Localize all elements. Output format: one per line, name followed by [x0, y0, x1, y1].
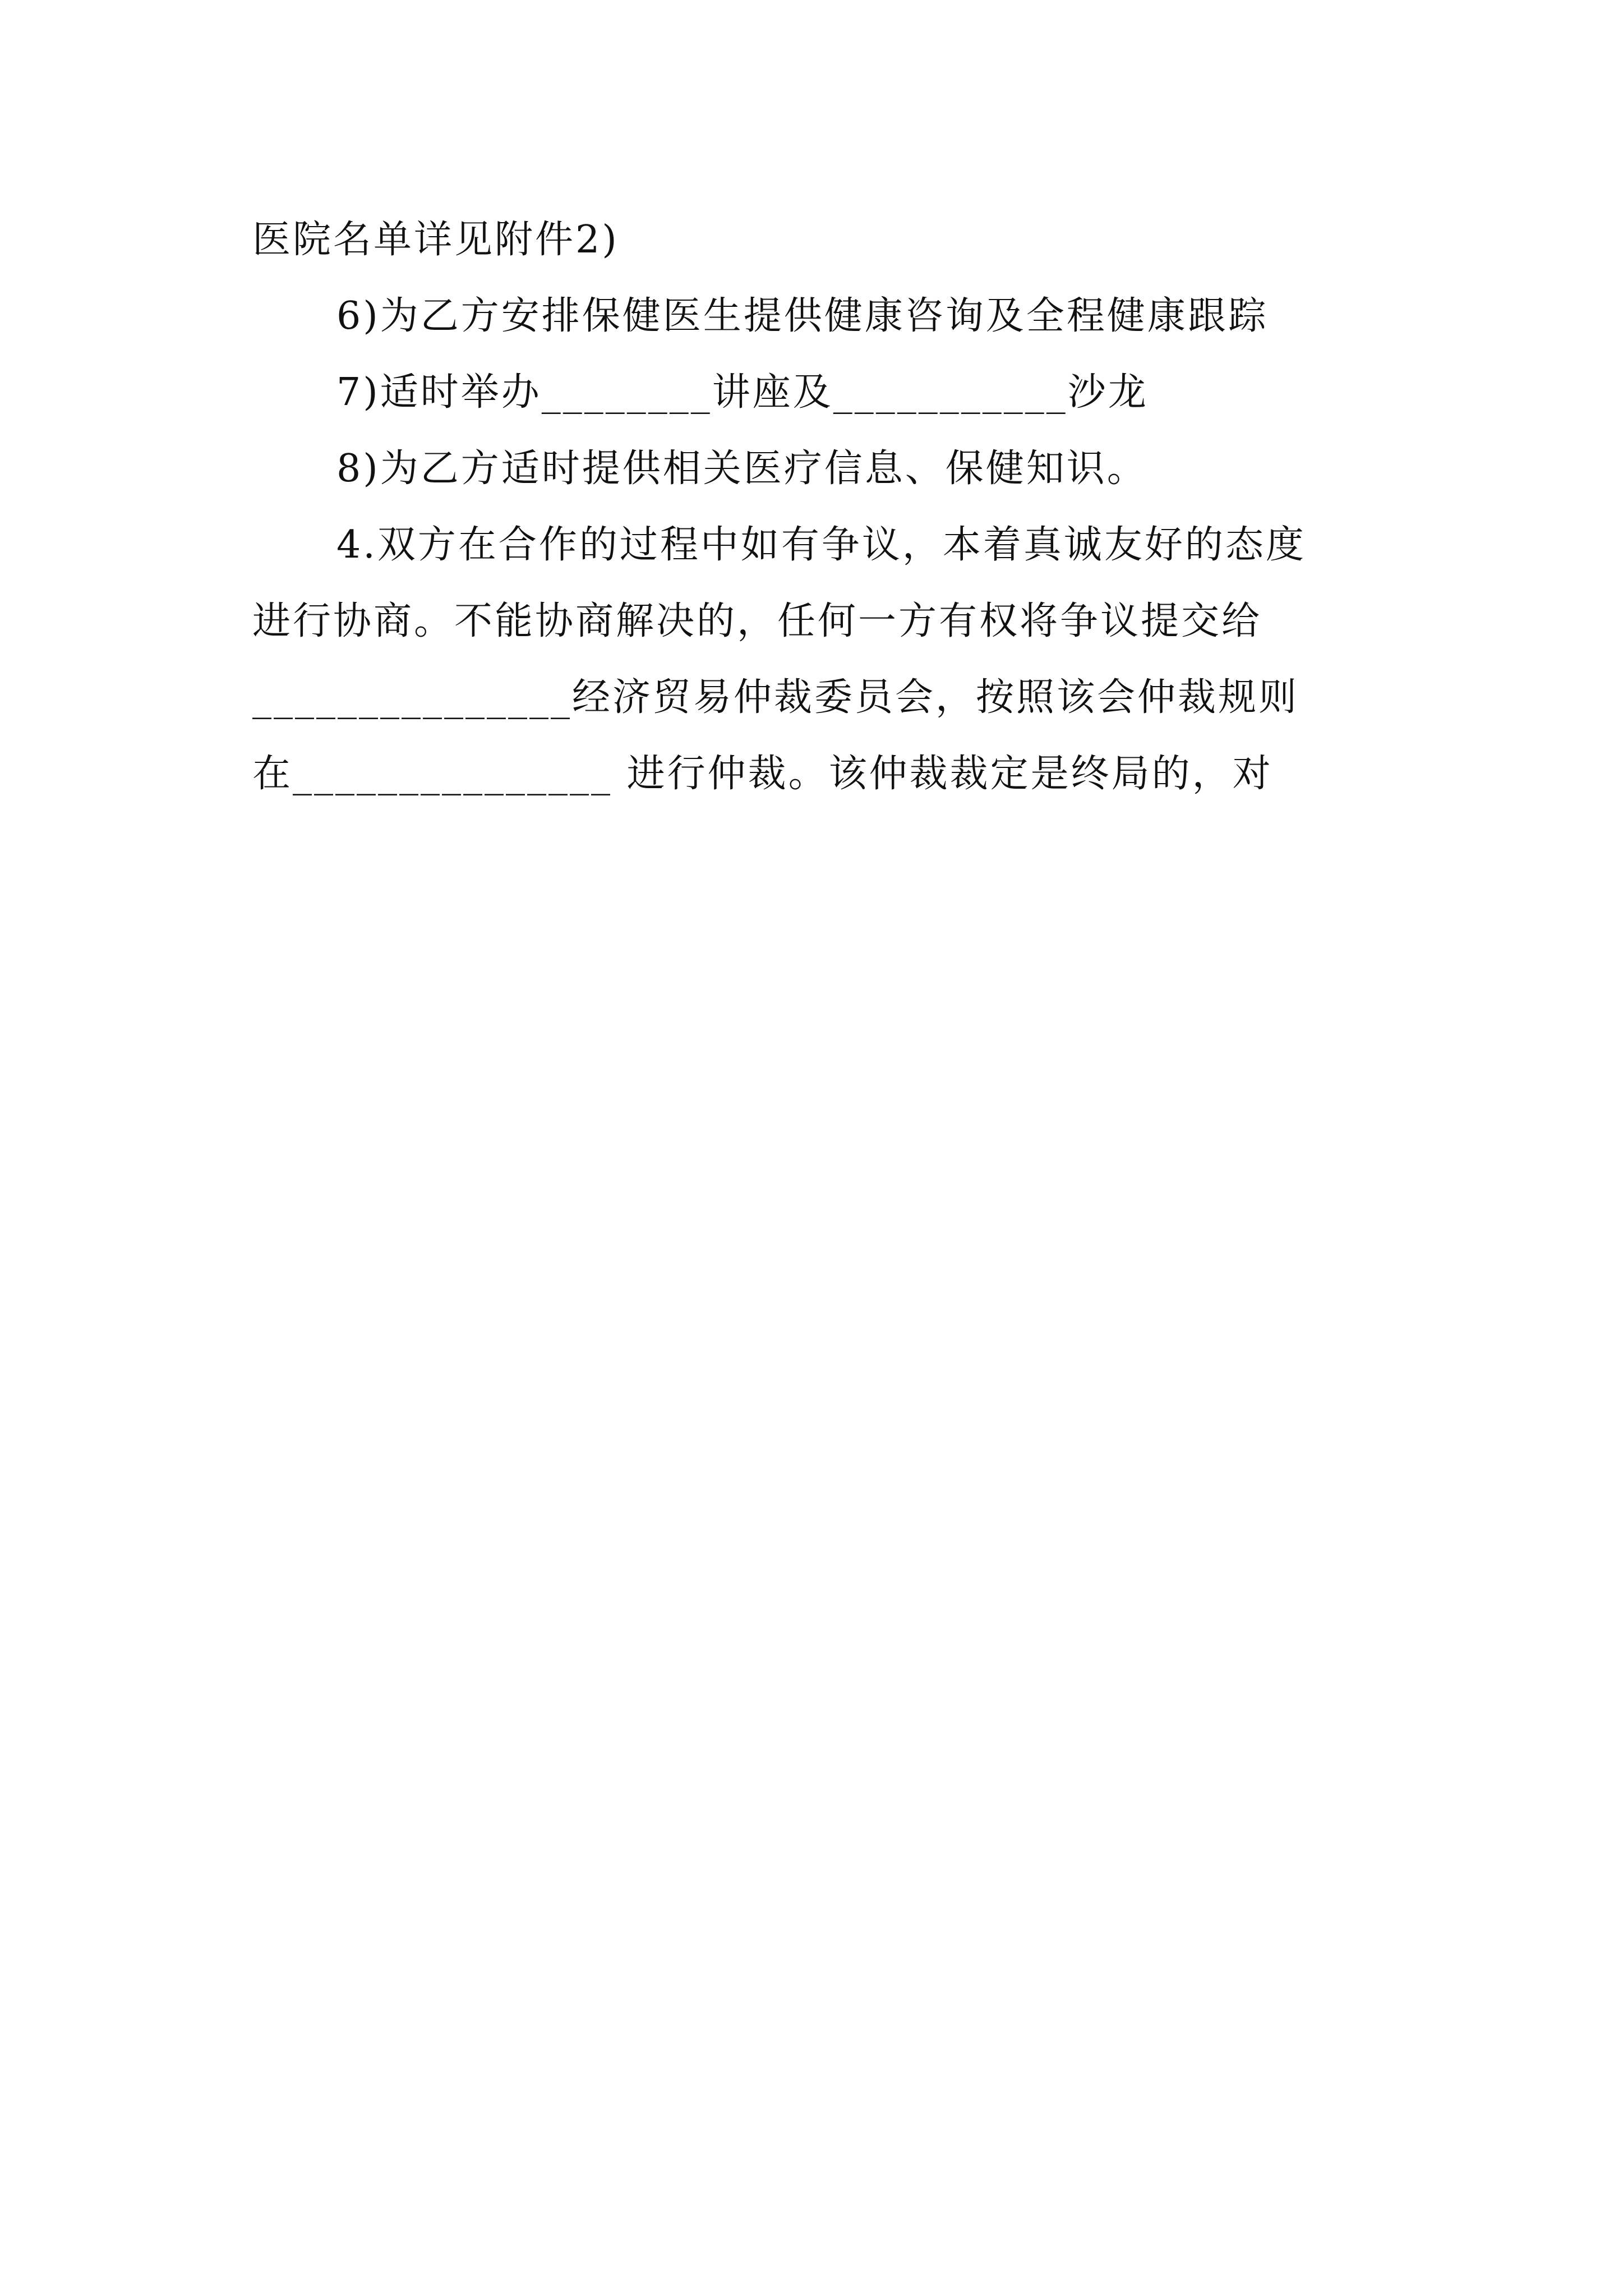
text-line: 7)适时举办________讲座及___________沙龙	[336, 370, 1149, 415]
text-line: 医院名单详见附件2)	[252, 218, 619, 262]
text-line: 在_______________ 进行仲裁。该仲裁裁定是终局的，对	[252, 752, 1273, 796]
document-body	[252, 202, 1391, 812]
text-line: _______________经济贸易仲裁委员会，按照该会仲裁规则	[252, 675, 1299, 720]
text-line: 4.双方在合作的过程中如有争议，本着真诚友好的态度	[336, 523, 1306, 567]
text-line: 进行协商。不能协商解决的，任何一方有权将争议提交给	[252, 599, 1262, 643]
text-line: 6)为乙方安排保健医生提供健康咨询及全程健康跟踪	[336, 294, 1269, 338]
text-line: 8)为乙方适时提供相关医疗信息、保健知识。	[336, 447, 1147, 491]
